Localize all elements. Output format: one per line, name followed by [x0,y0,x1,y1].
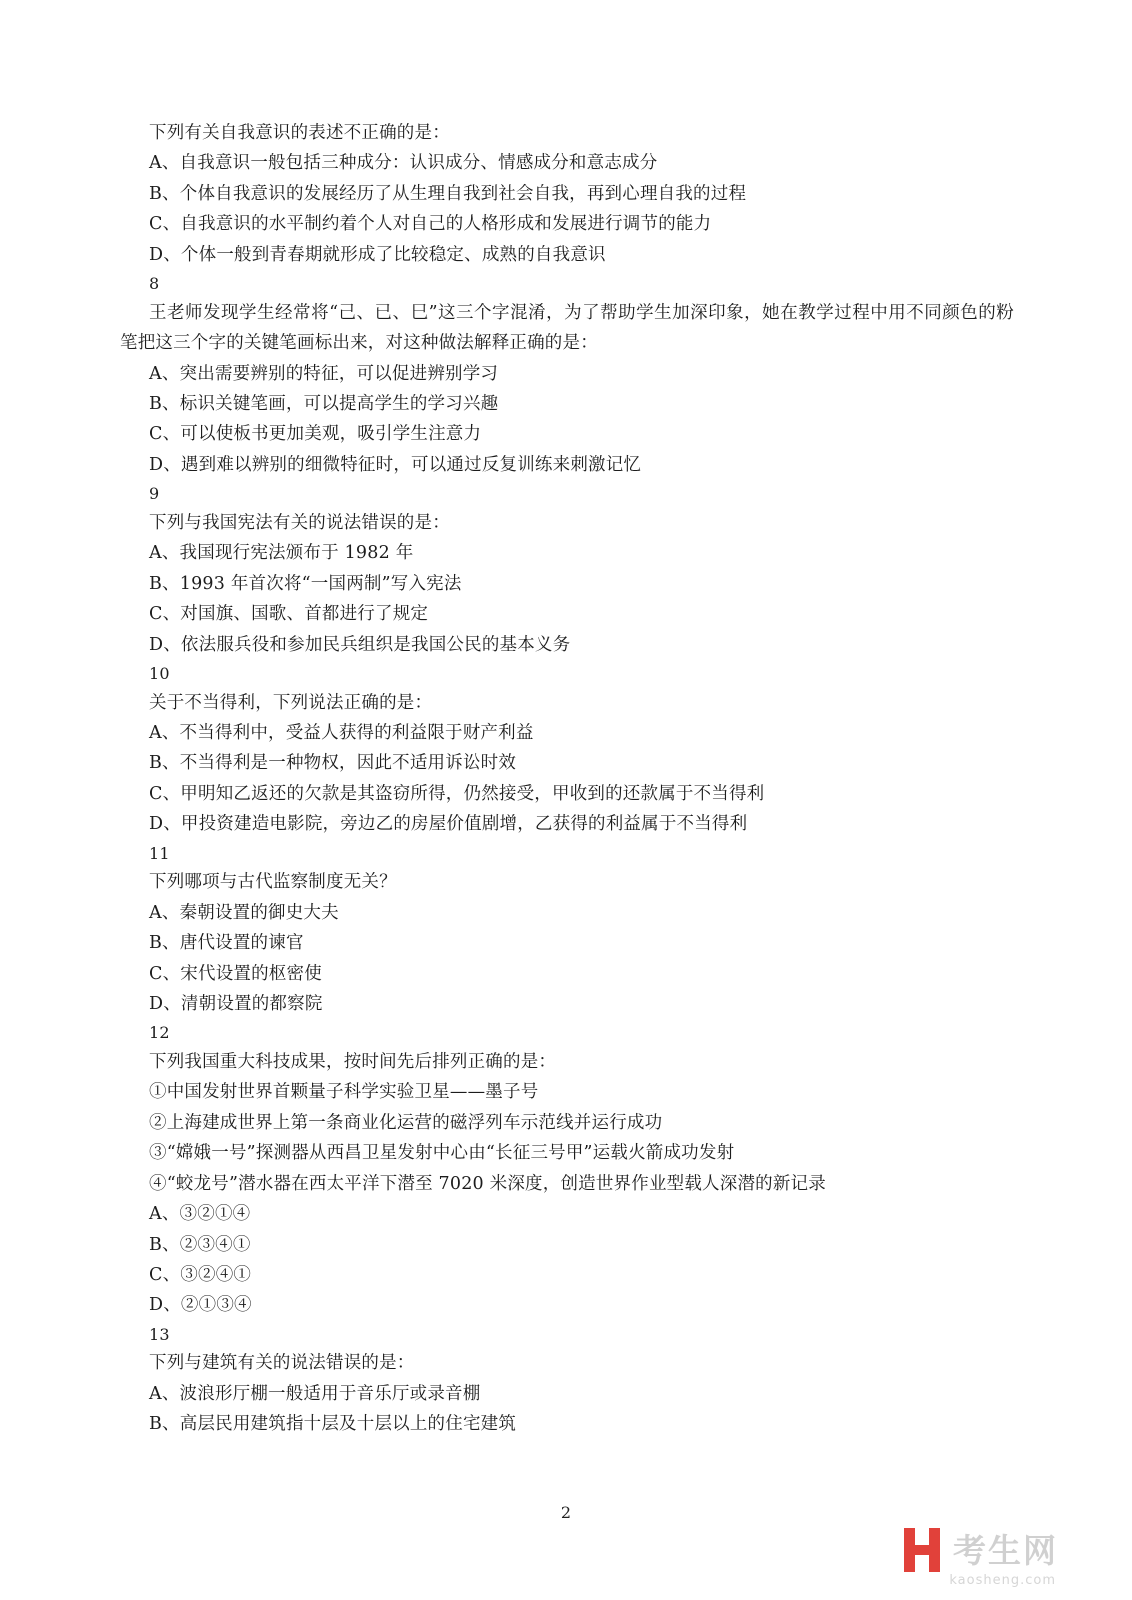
question-option: A、秦朝设置的御史大夫 [149,902,339,923]
question-option: A、突出需要辨别的特征，可以促进辨别学习 [149,363,499,384]
question-option: B、唐代设置的谏官 [149,933,304,954]
question-option: C、可以使板书更加美观，吸引学生注意力 [149,424,482,445]
question-option: B、②③④① [149,1234,251,1255]
question-option: B、标识关键笔画，可以提高学生的学习兴趣 [149,394,499,415]
question-option: D、清朝设置的都察院 [149,994,323,1014]
question-option: B、不当得利是一种物权，因此不适用诉讼时效 [149,753,517,774]
question-number: 8 [149,274,160,294]
question-option: D、个体一般到青春期就形成了比较稳定、成熟的自我意识 [149,244,606,265]
question-stem: 下列与建筑有关的说法错误的是： [149,1353,415,1374]
question-item: ③“嫦娥一号”探测器从西昌卫星发射中心由“长征三号甲”运载火箭成功发射 [149,1143,735,1164]
watermark [900,1528,1058,1572]
question-stem: 下列我国重大科技成果，按时间先后排列正确的是： [149,1051,557,1072]
question-option: C、③②④① [149,1265,252,1286]
question-option: C、甲明知乙返还的欠款是其盗窃所得，仍然接受，甲收到的还款属于不当得利 [149,783,765,804]
question-option: B、个体自我意识的发展经历了从生理自我到社会自我，再到心理自我的过程 [149,183,747,204]
question-option: A、我国现行宪法颁布于 1982 年 [149,543,414,564]
question-option: B、高层民用建筑指十层及十层以上的住宅建筑 [149,1414,517,1435]
question-option: B、1993 年首次将“一国两制”写入宪法 [149,573,462,594]
watermark-brand-text: 考生网 [953,1530,1058,1570]
question-option: A、③②①④ [149,1204,251,1225]
question-number: 9 [149,484,160,504]
question-option: A、自我意识一般包括三种成分：认识成分、情感成分和意志成分 [149,153,658,174]
question-option: A、波浪形厅棚一般适用于音乐厅或录音棚 [149,1383,481,1404]
question-stem: 王老师发现学生经常将“己、已、巳”这三个字混淆，为了帮助学生加深印象，她在教学过程中用不同颜色的粉笔把这三个字的关键笔画标出来，对这种做法解释正确的是： [120,302,1014,354]
watermark-brand-sub: kaosheng.com [949,1573,1056,1588]
question-stem: 关于不当得利，下列说法正确的是： [149,692,433,713]
question-stem: 下列有关自我意识的表述不正确的是： [149,123,450,143]
question-number: 13 [149,1324,170,1344]
question-option: C、自我意识的水平制约着个人对自己的人格形成和发展进行调节的能力 [149,214,712,235]
question-option: D、依法服兵役和参加民兵组织是我国公民的基本义务 [149,634,571,655]
question-item: ②上海建成世界上第一条商业化运营的磁浮列车示范线并运行成功 [149,1112,663,1133]
question-stem: 下列哪项与古代监察制度无关？ [149,872,397,893]
question-number: 10 [149,664,170,684]
question-stem: 下列与我国宪法有关的说法错误的是： [149,512,450,533]
question-item: ①中国发射世界首颗量子科学实验卫星——墨子号 [149,1082,539,1103]
question-option: C、宋代设置的枢密使 [149,963,322,984]
question-item: ④“蛟龙号”潜水器在西太平洋下潜至 7020 米深度，创造世界作业型载人深潜的新记录 [149,1173,826,1194]
page-number: 2 [560,1503,572,1522]
question-number: 12 [149,1023,170,1043]
document-body [120,118,1014,1440]
question-option: D、遇到难以辨别的细微特征时，可以通过反复训练来刺激记忆 [149,454,642,475]
question-option: D、甲投资建造电影院，旁边乙的房屋价值剧增，乙获得的利益属于不当得利 [149,814,748,835]
question-option: C、对国旗、国歌、首都进行了规定 [149,604,429,625]
question-option: A、不当得利中，受益人获得的利益限于财产利益 [149,722,534,743]
question-number: 11 [149,843,170,863]
question-option: D、②①③④ [149,1295,252,1316]
kaosheng-logo-icon [900,1528,944,1572]
